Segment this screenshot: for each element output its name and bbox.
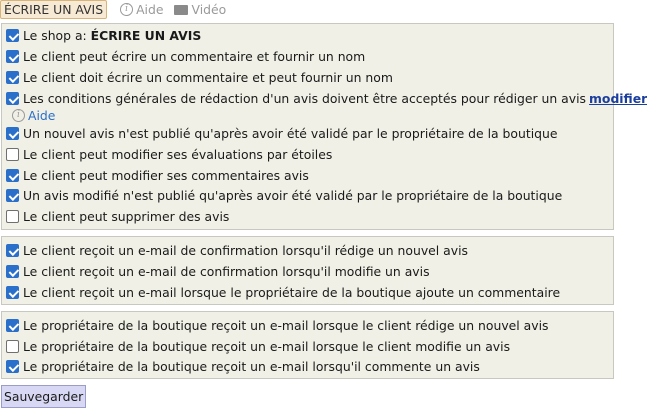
option-row [6,29,609,43]
modify-terms-link[interactable]: modifier [589,91,647,106]
option-label: Le client reçoit un e-mail de confirmation lorsqu'il rédige un nouvel avis [23,243,469,258]
option-row [6,340,609,354]
tab-write-review[interactable]: ÉCRIRE UN AVIS [0,0,107,19]
checkbox[interactable] [6,29,19,42]
option-row [6,127,609,141]
option-row [6,189,609,203]
option-row [6,360,609,374]
option-label: Le propriétaire de la boutique reçoit un e-mail lorsque le client rédige un nouvel avis [23,318,549,333]
help-label: Aide [136,2,164,17]
checkbox[interactable] [6,210,19,223]
checkbox[interactable] [6,71,19,84]
checkbox[interactable] [6,244,19,257]
option-row [6,148,609,162]
customer-email-panel [1,236,614,305]
option-row [6,286,609,300]
option-label [23,29,201,43]
video-label: Vidéo [191,2,227,17]
option-row [6,319,609,333]
video-link[interactable] [174,2,227,17]
checkbox[interactable] [6,127,19,140]
option-label: Le propriétaire de la boutique reçoit un e-mail lorsqu'il commente un avis [23,359,480,374]
checkbox[interactable] [6,169,19,182]
option-label: Le client peut modifier ses commentaires avis [23,168,309,183]
checkbox[interactable] [6,286,19,299]
checkbox[interactable] [6,360,19,373]
option-row [6,244,609,258]
option-label: Le propriétaire de la boutique reçoit un e-mail lorsque le client modifie un avis [23,339,511,354]
option-row [6,265,609,279]
option-label: Le client peut supprimer des avis [23,209,230,224]
help-link[interactable] [120,2,163,17]
option-label: Le client peut modifier ses évaluations par étoiles [23,147,333,162]
option-row [6,169,609,183]
option-label: Le client peut écrire un commentaire et fournir un nom [23,49,366,64]
checkbox[interactable] [6,340,19,353]
info-icon: i [120,3,133,16]
option-label [23,92,647,106]
terms-help-label: Aide [28,108,56,123]
review-options-panel [1,23,647,230]
info-icon: i [12,109,25,122]
checkbox[interactable] [6,319,19,332]
option-label: Un nouvel avis n'est publié qu'après avoir été validé par le propriétaire de la boutique [23,126,558,141]
option-label: Le client reçoit un e-mail de confirmation lorsqu'il modifie un avis [23,264,430,279]
checkbox[interactable] [6,92,19,105]
option-label: Le client doit écrire un commentaire et peut fournir un nom [23,70,393,85]
option-label: Un avis modifié n'est publié qu'après avoir été validé par le propriétaire de la boutique [23,188,563,203]
checkbox[interactable] [6,265,19,278]
checkbox[interactable] [6,189,19,202]
option-row-terms [6,91,647,106]
video-icon [174,5,188,15]
checkbox[interactable] [6,148,19,161]
checkbox[interactable] [6,50,19,63]
save-button[interactable]: Sauvegarder [1,385,86,408]
option-row [6,71,609,85]
terms-help-link[interactable] [12,108,55,123]
option-row [6,210,609,224]
owner-email-panel [1,311,614,379]
header-bar [0,0,226,19]
option-label: Le client reçoit un e-mail lorsque le propriétaire de la boutique ajoute un commentaire [23,285,561,300]
option-row [6,50,609,64]
option-prefix: Le shop a: [23,28,91,43]
terms-text: Les conditions générales de rédaction d'un avis doivent être acceptés pour rédiger un avis [23,91,587,106]
shop-feature-name: ÉCRIRE UN AVIS [90,28,202,43]
